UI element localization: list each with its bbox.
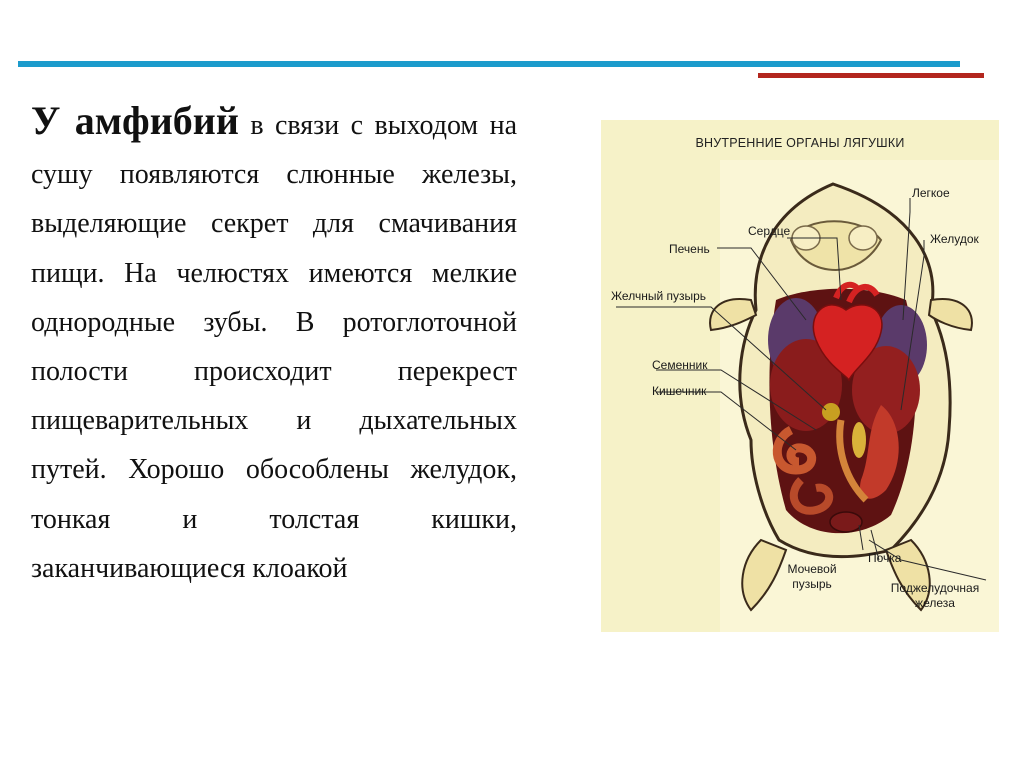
top-rule-red: [758, 73, 984, 78]
label-bladder-line1: Мочевой: [787, 562, 837, 576]
label-gallbladder: Желчный пузырь: [611, 289, 707, 303]
lead-phrase: У амфибий: [31, 98, 239, 143]
label-pancreas: [880, 581, 990, 611]
slide-body-text: [31, 96, 517, 593]
figure-title: ВНУТРЕННИЕ ОРГАНЫ ЛЯГУШКИ: [695, 136, 905, 150]
label-stomach: Желудок: [930, 232, 979, 246]
label-bladder-line2: пузырь: [792, 577, 832, 591]
label-intestine: Кишечник: [652, 384, 707, 398]
body-text: в связи с выходом на сушу появляются слюнные железы, выделяющие секрет для смачивания пищи. На челюстях имеются мелкие однородные зубы. В ротоглоточной полости происходит перекрест пищеварительных и дыхательных путей. Хорошо обособлены желудок, тонкая и толстая кишки, заканчивающиеся клоакой: [31, 110, 517, 584]
label-testis: Семенник: [652, 358, 708, 372]
label-pancreas-line2: железа: [915, 596, 955, 610]
top-rule-blue: [18, 61, 960, 67]
label-lung: Легкое: [912, 186, 950, 200]
label-kidney: Почка: [868, 551, 902, 565]
label-pancreas-line1: Поджелудочная: [890, 581, 980, 595]
label-heart: Сердце: [748, 224, 791, 238]
label-liver: Печень: [669, 242, 710, 256]
label-bladder: [777, 562, 847, 592]
